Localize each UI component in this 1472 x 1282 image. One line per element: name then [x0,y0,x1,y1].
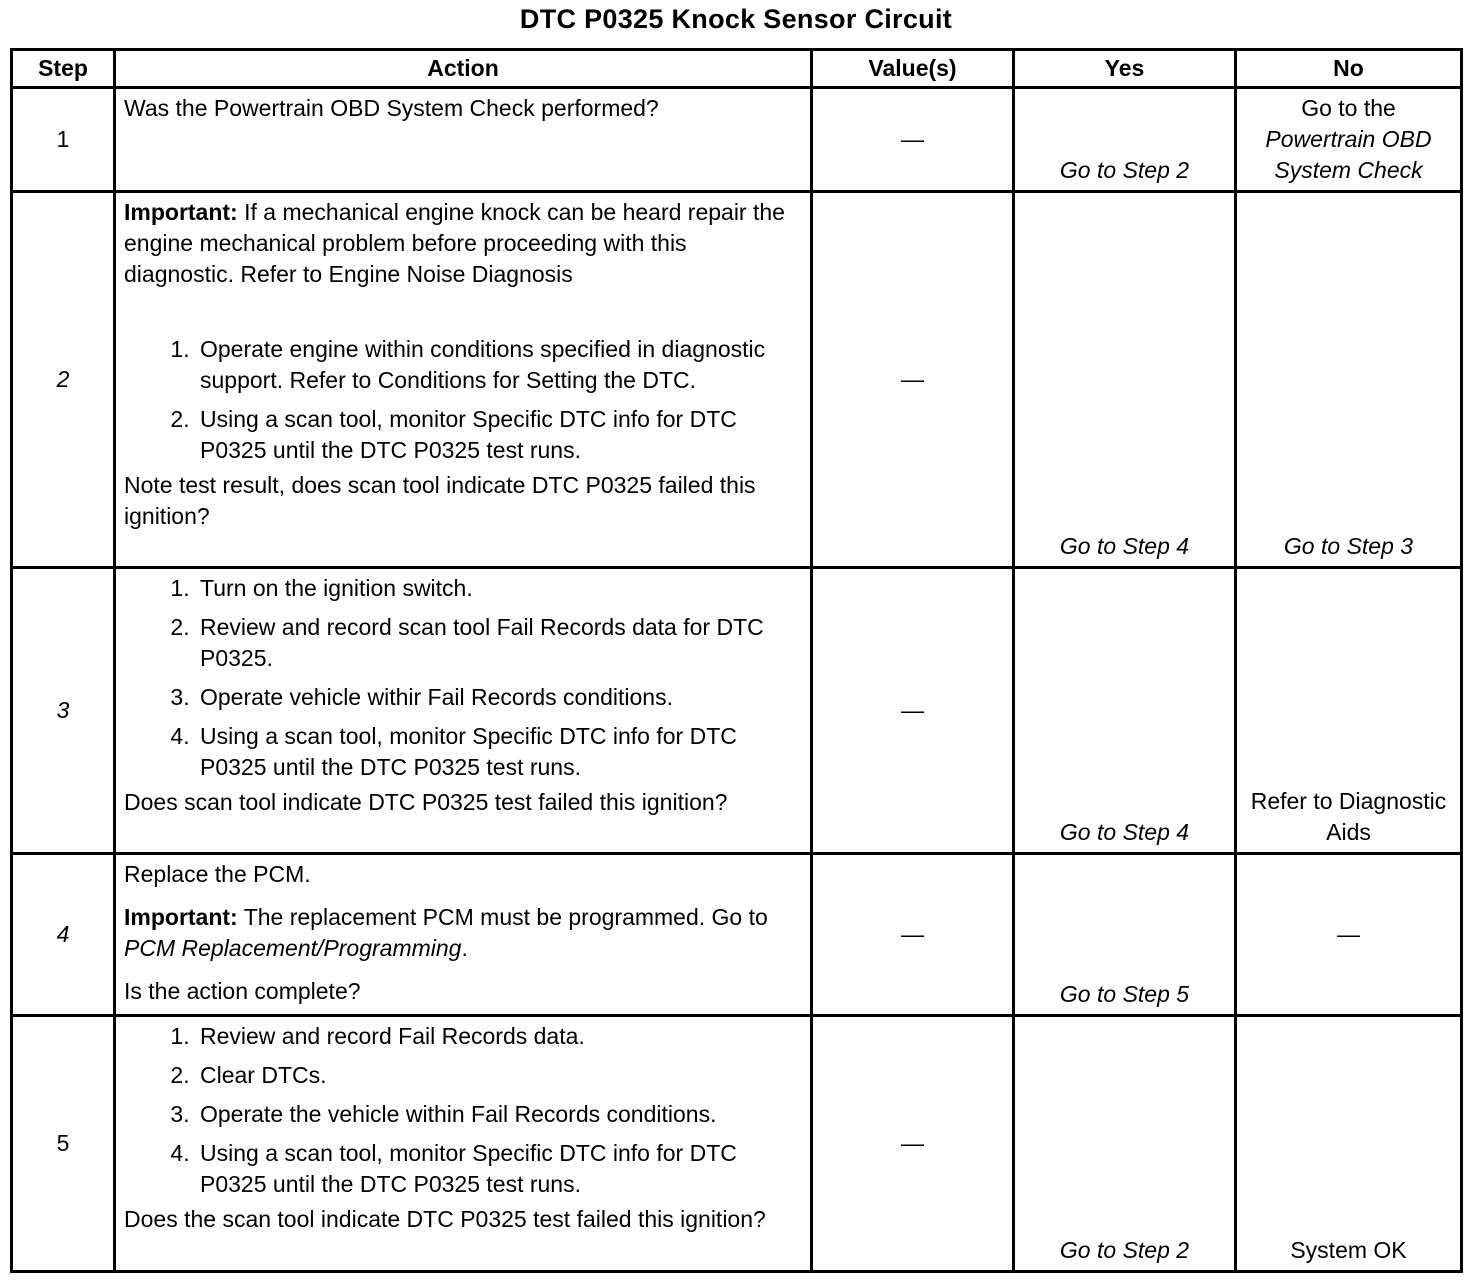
action-cell [115,1016,812,1272]
important-text: The replacement PCM must be programmed. Go to [237,904,768,930]
no-cell: System OK [1236,1016,1462,1272]
yes-cell: Go to Step 4 [1014,568,1236,854]
action-question: Does the scan tool indicate DTC P0325 test failed this ignition? [124,1206,766,1232]
value-cell: — [812,854,1014,1016]
important-text: If a mechanical engine knock can be heard repair the engine mechanical problem before proceeding with this diagnostic. Refer to Engine Noise Diagnosis [124,199,785,287]
step-number: 1 [12,88,115,192]
important-note [124,902,802,964]
action-cell [115,854,812,1016]
step-number: 5 [12,1016,115,1272]
step-number: 2 [12,192,115,568]
table-row [12,1016,1462,1272]
header-values: Value(s) [812,50,1014,88]
value-cell: — [812,192,1014,568]
list-item: 1. Operate engine within conditions specified in diagnostic support. Refer to Conditions for Setting the DTC. [196,334,802,396]
list-item: 2. Review and record scan tool Fail Records data for DTC P0325. [196,612,802,674]
yes-cell: Go to Step 4 [1014,192,1236,568]
table-row [12,192,1462,568]
action-question: Does scan tool indicate DTC P0325 test failed this ignition? [124,789,728,815]
reference-link: PCM Replacement/Programming [124,935,462,961]
important-tail: . [461,935,468,961]
table-row [12,88,1462,192]
list-item: 4. Using a scan tool, monitor Specific DTC info for DTC P0325 until the DTC P0325 test runs. [196,1138,802,1200]
value-cell: — [812,88,1014,192]
list-item: 2. Clear DTCs. [196,1060,802,1091]
diagnostic-table [10,48,1463,1273]
action-question: Is the action complete? [124,978,361,1004]
important-label: Important: [124,199,238,225]
header-no: No [1236,50,1462,88]
yes-cell: Go to Step 5 [1014,854,1236,1016]
action-question: Note test result, does scan tool indicate DTC P0325 failed this ignition? [124,472,756,529]
action-text: Was the Powertrain OBD System Check performed? [124,95,659,121]
header-yes: Yes [1014,50,1236,88]
no-cell: Go to Step 3 [1236,192,1462,568]
page-title: DTC P0325 Knock Sensor Circuit [519,4,953,34]
step-number: 4 [12,854,115,1016]
table-row [12,568,1462,854]
list-item: 1. Turn on the ignition switch. [196,573,802,604]
no-cell [1236,88,1462,192]
step-number: 3 [12,568,115,854]
list-item: 4. Using a scan tool, monitor Specific DTC info for DTC P0325 until the DTC P0325 test runs. [196,721,802,783]
yes-cell: Go to Step 2 [1014,1016,1236,1272]
header-action: Action [115,50,812,88]
yes-cell: Go to Step 2 [1014,88,1236,192]
important-label: Important: [124,904,238,930]
no-cell: — [1236,854,1462,1016]
list-item: 2. Using a scan tool, monitor Specific DTC info for DTC P0325 until the DTC P0325 test runs. [196,404,802,466]
no-line-1: Go to the [1301,95,1396,121]
action-steps [124,573,802,783]
header-row [12,50,1462,88]
no-link: Powertrain OBD System Check [1265,126,1432,183]
action-steps [124,1021,802,1200]
action-cell [115,192,812,568]
list-item: 3. Operate vehicle withir Fail Records conditions. [196,682,802,713]
value-cell: — [812,1016,1014,1272]
header-step: Step [12,50,115,88]
action-cell [115,88,812,192]
action-cell [115,568,812,854]
list-item: 1. Review and record Fail Records data. [196,1021,802,1052]
value-cell: — [812,568,1014,854]
no-cell: Refer to Diagnostic Aids [1236,568,1462,854]
table-row [12,854,1462,1016]
action-line: Replace the PCM. [124,861,311,887]
important-note [124,197,802,290]
list-item: 3. Operate the vehicle within Fail Records conditions. [196,1099,802,1130]
action-steps [124,334,802,466]
